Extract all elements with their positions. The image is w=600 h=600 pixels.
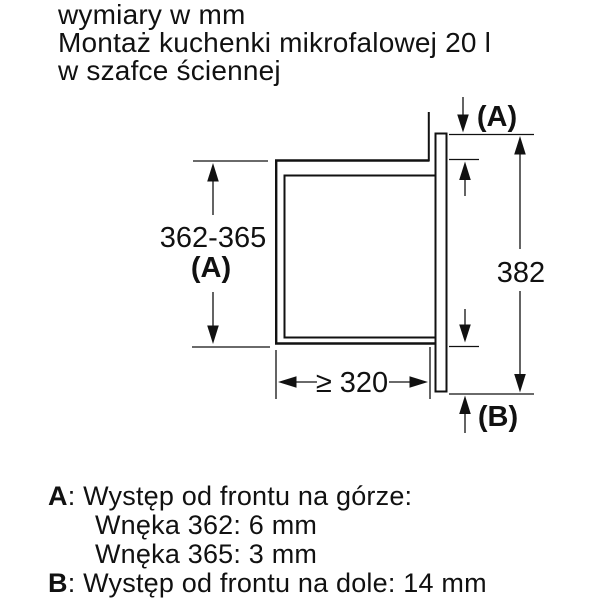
front-height-value: 382 (496, 257, 546, 289)
legend-item-a-sub1: Wnęka 362: 6 mm (95, 510, 318, 540)
title-line-3: w szafce ściennej (58, 55, 281, 86)
cabinet-outline (276, 161, 435, 344)
arrow-up (459, 162, 471, 181)
legend-text-a: : Występ od frontu na górze: (67, 481, 413, 511)
top-protrusion-label: (A) (476, 101, 518, 133)
legend-item-a (48, 482, 487, 511)
niche-height-ref-label: (A) (190, 252, 232, 284)
bottom-protrusion-label: (B) (477, 401, 519, 433)
title-line-2: Montaż kuchenki mikrofalowej 20 l (58, 27, 492, 58)
dim-front-protrusion-bottom (449, 309, 518, 433)
arrow-down (207, 326, 219, 345)
dim-niche-height (160, 161, 270, 347)
arrow-down (514, 374, 526, 393)
title-line-1: wymiary w mm (58, 0, 246, 30)
legend-key-b: B (48, 568, 68, 598)
legend-item-a-sub2: Wnęka 365: 3 mm (95, 539, 318, 569)
arrow-up (207, 163, 219, 182)
legend-text-b: : Występ od frontu na dole: 14 mm (67, 568, 487, 598)
legend-item-b (48, 569, 487, 598)
legend-key-a: A (48, 481, 68, 511)
arrow-up (514, 136, 526, 155)
microwave-front-panel (436, 134, 447, 392)
min-depth-value: ≥ 320 (315, 367, 389, 399)
niche-inner-outline (285, 176, 436, 338)
arrow-down (459, 325, 471, 343)
arrow-up (459, 396, 471, 415)
arrow-down (457, 115, 469, 133)
arrow-left (278, 376, 297, 388)
arrow-right (410, 376, 429, 388)
legend-block (48, 482, 487, 598)
dim-min-depth (276, 347, 430, 399)
niche-height-value: 362-365 (159, 222, 267, 254)
